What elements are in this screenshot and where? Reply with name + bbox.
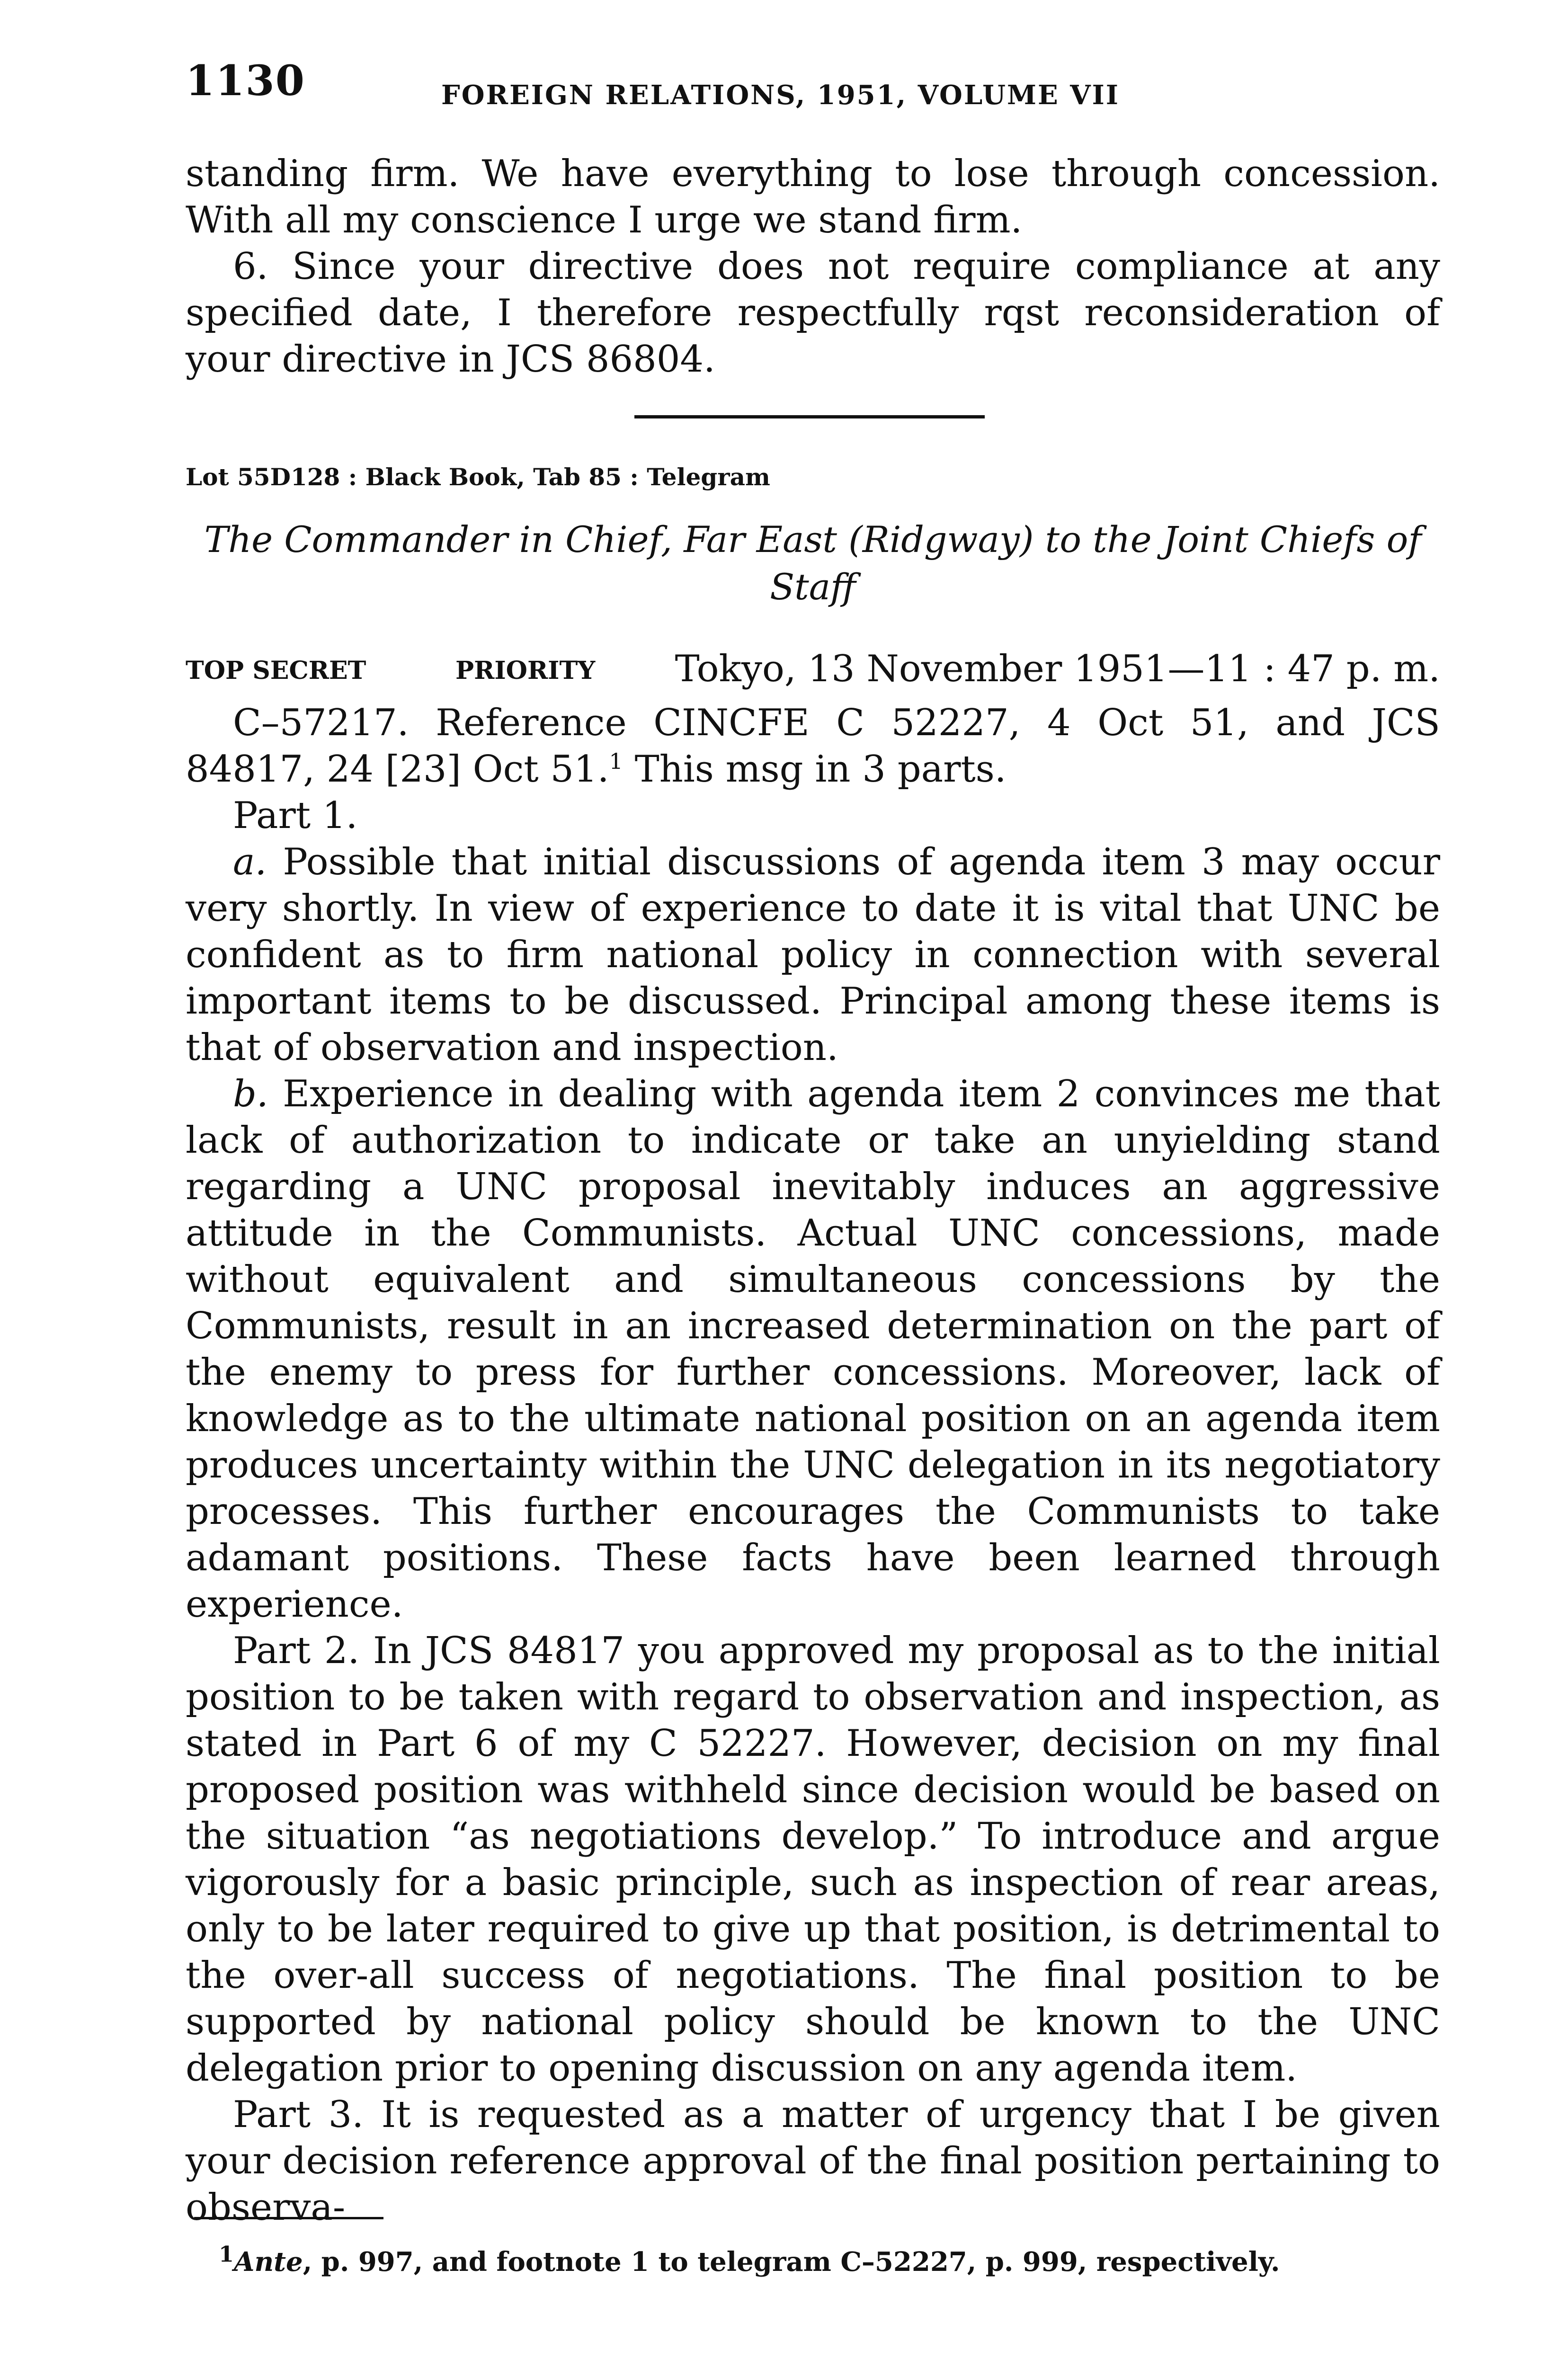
telegram-body [186,700,1440,2231]
opening-text: C–57217. Reference CINCFE C 52227, 4 Oct 51, and JCS 84817, 24 [23] Oct 51. [186,702,1440,791]
footnote-reference: 1 [609,748,623,774]
page-number: 1130 [186,56,305,105]
part-3: Part 3. It is requested as a matter of urgency that I be given your decision reference approval of the final position pertaining to observa- [186,2093,1440,2229]
source-note: Lot 55D128 : Black Book, Tab 85 : Telegram [186,463,770,491]
continued-paragraph: standing firm. We have everything to lose through concession. With all my conscience I urge we stand firm. [186,152,1440,241]
document-title: The Commander in Chief, Far East (Ridgway) to the Joint Chiefs of Staff [204,518,1422,608]
page-header [186,56,1440,122]
paragraph-6: 6. Since your directive does not require compliance at any specified date, I therefore respectfully rqst reconsideration of your directive in JCS 86804. [186,245,1440,381]
top-text-block [186,151,1440,383]
footnote-italic-word: Ante [234,2246,303,2278]
part-1-b-label: b. [233,1073,268,1115]
footnote-rule [194,2217,383,2219]
part-1-heading: Part 1. [233,794,358,837]
footnote-text: , p. 997, and footnote 1 to telegram C–52227, p. 999, respectively. [303,2246,1280,2278]
part-1-b-text: Experience in dealing with agenda item 2 convinces me that lack of authorization to indicate or take an unyielding stand regarding a UNC proposal inevitably induces an aggressive attitude in the Communists. Actual UNC concessions, made without equivalent and simultaneous concessions by the Communists, result in an increased determination on the part of the enemy to press for further concessions. Moreover, lack of knowledge as to the ultimate national position on an agenda item produces uncertainty within the UNC delegation in its negotiatory processes. This further encourages the Communists to take adamant positions. These facts have been learned through experience. [186,1073,1440,1626]
part-1-b [186,1071,1440,1628]
precedence-label: PRIORITY [455,656,596,685]
running-head: FOREIGN RELATIONS, 1951, VOLUME VII [441,80,1120,111]
part-1-a-text: Possible that initial discussions of agenda item 3 may occur very shortly. In view of experience to date it is vital that UNC be confident as to firm national policy in connection with several important items to be discussed. Principal among these items is that of observation and inspection. [186,841,1440,1069]
footnote [219,2241,1280,2278]
opening-text-end: This msg in 3 parts. [623,748,1007,791]
part-1-a [186,839,1440,1071]
dateline [186,648,1440,695]
part-2: Part 2. In JCS 84817 you approved my proposal as to the initial position to be taken with regard to observation and inspection, as stated in Part 6 of my C 52227. However, decision on my final proposed position was withheld since decision would be based on the situation “as negotiations develop.” To introduce and argue vigorously for a basic principle, such as inspection of rear areas, only to be later required to give up that position, is detrimental to the over-all success of negotiations. The final position to be supported by national policy should be known to the UNC delegation prior to opening discussion on any agenda item. [186,1629,1440,2090]
part-1-a-label: a. [233,841,267,883]
classification-label: TOP SECRET [186,656,366,685]
opening-paragraph [186,700,1440,792]
section-divider [634,415,985,418]
footnote-marker: 1 [219,2241,234,2267]
place-and-date: Tokyo, 13 November 1951—11 : 47 p. m. [675,648,1440,690]
